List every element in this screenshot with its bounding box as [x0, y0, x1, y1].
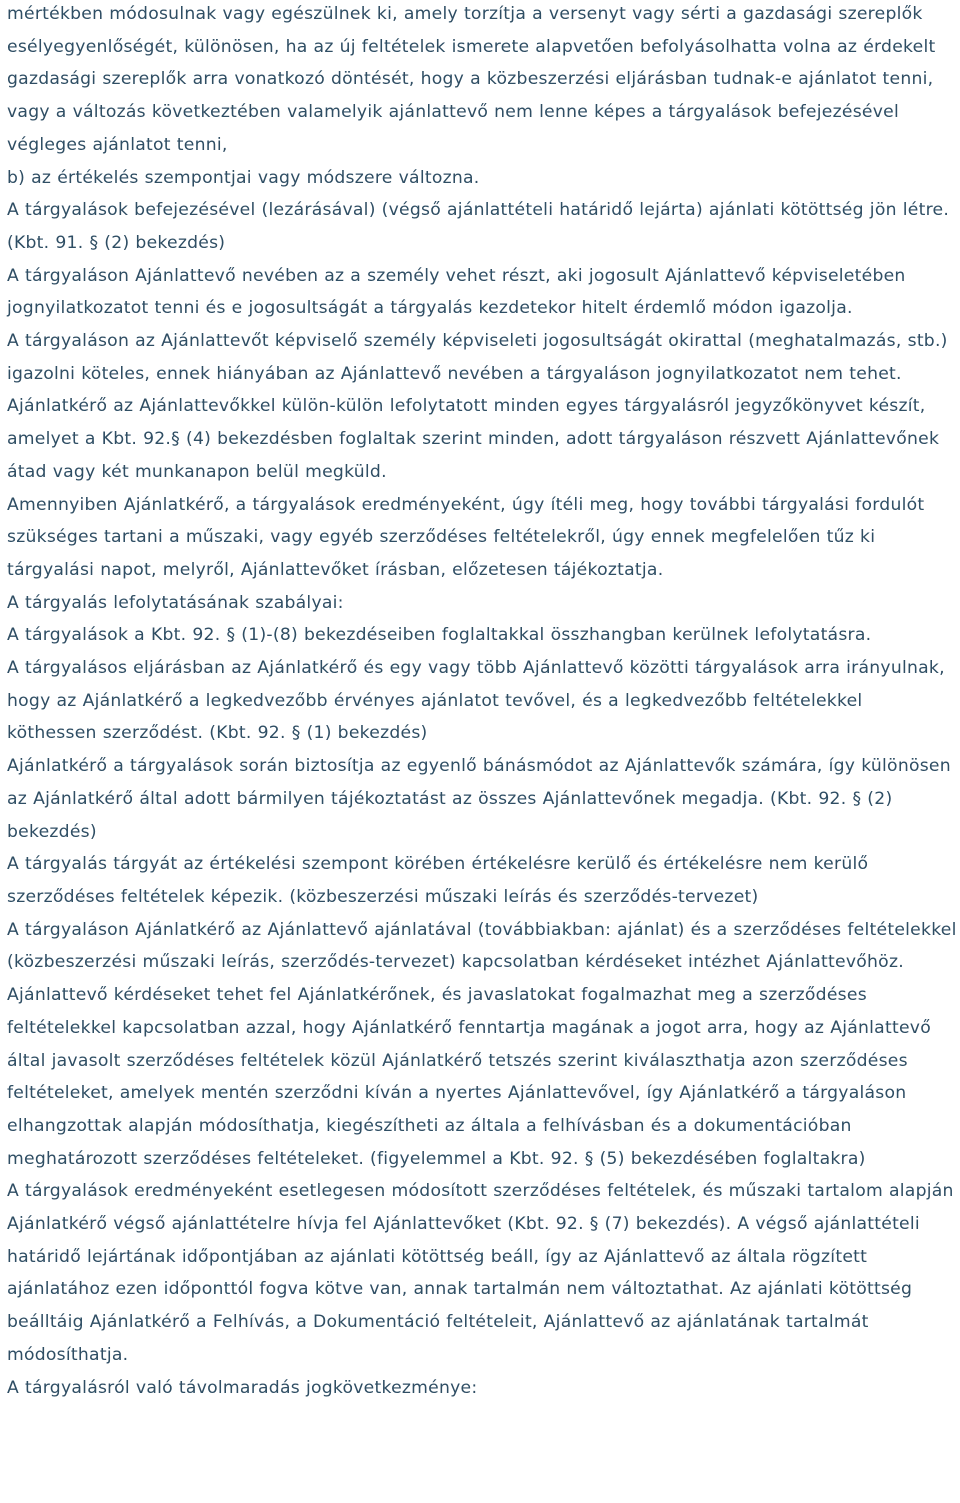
document-body: [7, 0, 957, 1404]
paragraph-14: Ajánlattevő kérdéseket tehet fel Ajánlatkérőnek, és javaslatokat fogalmazhat meg a szerződéses feltételekkel kapcsolatban azzal, hogy Ajánlatkérő fenntartja magának a jogot arra, hogy az Ajánlattevő által javasolt szerződéses feltételek közül Ajánlatkérő tetszés szerint kiválaszthatja azon szerződéses feltételeket, amelyek mentén szerződni kíván a nyertes Ajánlattevővel, így Ajánlatkérő a tárgyaláson elhangzottak alapján módosíthatja, kiegészítheti az általa a felhívásban és a dokumentációban meghatározott szerződéses feltételeket. (figyelemmel a Kbt. 92. § (5) bekezdésében foglaltakra): [7, 985, 931, 1169]
paragraph-10: A tárgyalásos eljárásban az Ajánlatkérő és egy vagy több Ajánlattevő közötti tárgyalások arra irányulnak, hogy az Ajánlatkérő a legkedvezőbb érvényes ajánlatot tevővel, és a legkedvezőbb feltételekkel köthessen szerződést. (Kbt. 92. § (1) bekezdés): [7, 658, 945, 744]
paragraph-2: b) az értékelés szempontjai vagy módszere változna.: [7, 167, 480, 188]
section-heading-rules: A tárgyalás lefolytatásának szabályai:: [7, 592, 344, 613]
paragraph-9: A tárgyalások a Kbt. 92. § (1)-(8) bekezdéseiben foglaltakkal összhangban kerülnek lefolytatásra.: [7, 625, 872, 646]
paragraph-15: A tárgyalások eredményeként esetlegesen módosított szerződéses feltételek, és műszaki tartalom alapján Ajánlatkérő végső ajánlattételre hívja fel Ajánlattevőket (Kbt. 92. § (7) bekezdés). A végső ajánlattételi határidő lejártának időpontjában az ajánlati kötöttség beáll, így az Ajánlattevő az általa rögzített ajánlatához ezen időponttól fogva kötve van, annak tartalmán nem változtathat. Az ajánlati kötöttség beálltáig Ajánlatkérő a Felhívás, a Dokumentáció feltételeit, Ajánlattevő az ajánlatának tartalmát módosíthatja.: [7, 1181, 954, 1365]
paragraph-3: A tárgyalások befejezésével (lezárásával) (végső ajánlattételi határidő lejárta) ajánlati kötöttség jön létre. (Kbt. 91. § (2) bekezdés): [7, 200, 950, 253]
paragraph-12: A tárgyalás tárgyát az értékelési szempont körében értékelésre kerülő és értékelésre nem kerülő szerződéses feltételek képezik. (közbeszerzési műszaki leírás és szerződés-tervezet): [7, 854, 869, 907]
paragraph-4: A tárgyaláson Ajánlattevő nevében az a személy vehet részt, aki jogosult Ajánlattevő képviseletében jognyilatkozatot tenni és e jogosultságát a tárgyalás kezdetekor hitelt érdemlő módon igazolja.: [7, 265, 906, 319]
section-heading-absence: A tárgyalásról való távolmaradás jogkövetkezménye:: [7, 1377, 478, 1398]
paragraph-6: Ajánlatkérő az Ajánlattevőkkel külön-külön lefolytatott minden egyes tárgyalásról jegyzőkönyvet készít, amelyet a Kbt. 92.§ (4) bekezdésben foglaltak szerint minden, adott tárgyaláson részvett Ajánlattevőnek átad vagy két munkanapon belül megküld.: [7, 396, 940, 482]
paragraph-13: A tárgyaláson Ajánlatkérő az Ajánlattevő ajánlatával (továbbiakban: ajánlat) és a szerződéses feltételekkel (közbeszerzési műszaki leírás, szerződés-tervezet) kapcsolatban kérdéseket intézhet Ajánlattevőhöz.: [7, 919, 957, 973]
paragraph-11: Ajánlatkérő a tárgyalások során biztosítja az egyenlő bánásmódot az Ajánlattevők számára, így különösen az Ajánlatkérő által adott bármilyen tájékoztatást az összes Ajánlattevőnek megadja. (Kbt. 92. § (2) bekezdés): [7, 756, 951, 842]
paragraph-1: mértékben módosulnak vagy egészülnek ki, amely torzítja a versenyt vagy sérti a gazdasági szereplők esélyegyenlőségét, különösen, ha az új feltételek ismerete alapvetően befolyásolhatta volna az érdekelt gazdasági szereplők arra vonatkozó döntését, hogy a közbeszerzési eljárásban tudnak-e ajánlatot tenni, vagy a változás következtében valamelyik ajánlattevő nem lenne képes a tárgyalások befejezésével végleges ajánlatot tenni,: [7, 4, 936, 155]
paragraph-7: Amennyiben Ajánlatkérő, a tárgyalások eredményeként, úgy ítéli meg, hogy további tárgyalási fordulót szükséges tartani a műszaki, vagy egyéb szerződéses feltételekről, úgy ennek megfelelően tűz ki tárgyalási napot, melyről, Ajánlattevőket írásban, előzetesen tájékoztatja.: [7, 494, 925, 580]
paragraph-5: A tárgyaláson az Ajánlattevőt képviselő személy képviseleti jogosultságát okirattal (meghatalmazás, stb.) igazolni köteles, ennek hiányában az Ajánlattevő nevében a tárgyaláson jognyilatkozatot nem tehet.: [7, 331, 948, 384]
